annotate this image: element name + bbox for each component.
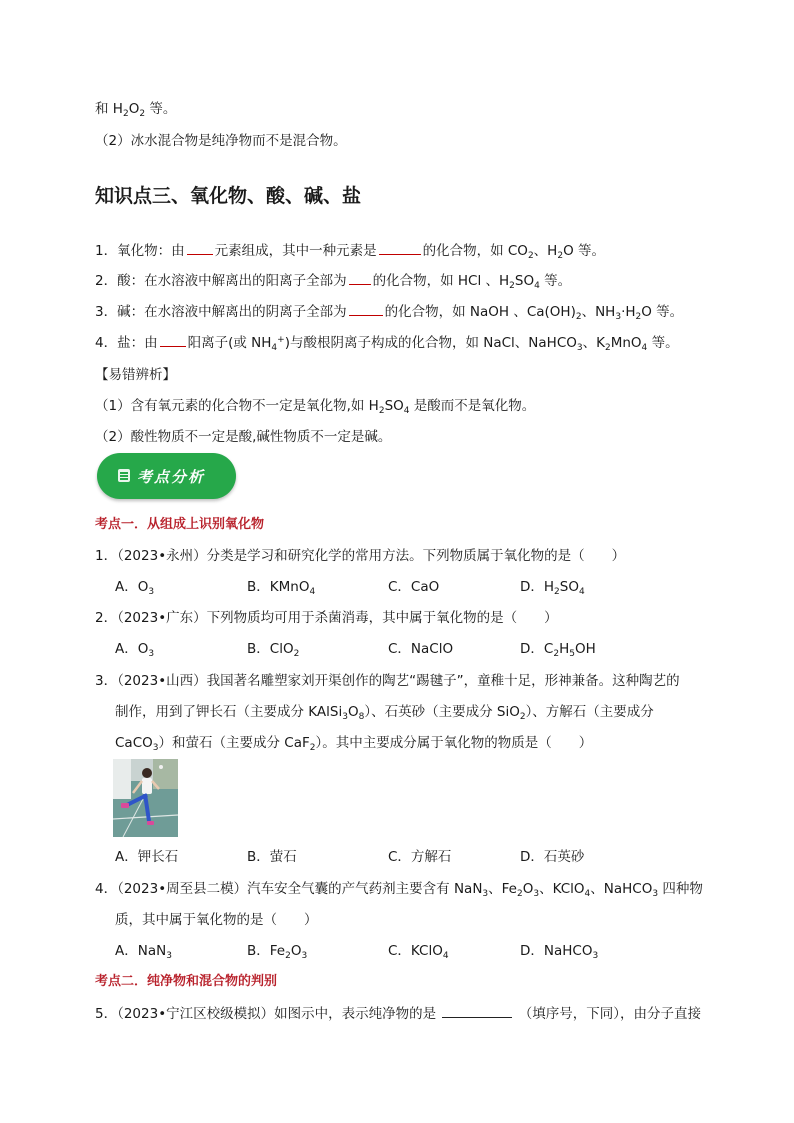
question-3-line-2: 制作，用到了钾长石（主要成分 $KAlSi_3O_8$）、石英砂（主要成分 SiO$_2$）、方解石（主要成分 bbox=[115, 704, 654, 722]
question-5-line-1: 5．（2023•宁江区校级模拟）如图示中，表示纯净物的是 （填序号，下同），由分子直接 bbox=[95, 1006, 702, 1022]
q1-option-b[interactable]: B．KMnO$_4$ bbox=[247, 579, 316, 597]
q2-option-b[interactable]: B．ClO$_2$ bbox=[247, 641, 300, 659]
intro-line-1: 和 $H_2O_2$ 等。 bbox=[95, 101, 177, 119]
item-salt: 4．盐：由 阳离子(或 $NH_4^+$)与酸根阴离子构成的化合物，如 NaCl、NaHCO$_3$、$K_2MnO_4$ 等。 bbox=[95, 335, 679, 353]
pitfall-1: （1）含有氧元素的化合物不一定是氧化物,如 $H_2SO_4$ 是酸而不是氧化物。 bbox=[95, 398, 536, 416]
intro-line-2: （2）冰水混合物是纯净物而不是混合物。 bbox=[95, 133, 347, 149]
section-badge bbox=[97, 453, 236, 499]
q2-option-d[interactable]: D．$C_2H_5OH$ bbox=[520, 641, 596, 659]
question-3-line-3: CaCO$_3$）和萤石（主要成分 CaF$_2$）。其中主要成分属于氧化物的物质是（ ） bbox=[115, 735, 593, 753]
badge-label: 考点分析 bbox=[137, 468, 206, 486]
pitfalls-heading: 【易错辨析】 bbox=[95, 367, 176, 383]
q4-option-b[interactable]: B．$Fe_2O_3$ bbox=[247, 943, 308, 961]
q1-option-d[interactable]: D．$H_2SO_4$ bbox=[520, 579, 585, 597]
q4-option-d[interactable]: D．NaHCO$_3$ bbox=[520, 943, 599, 961]
q2-option-c[interactable]: C．NaClO bbox=[388, 641, 454, 657]
item-oxide: 1．氧化物：由 元素组成，其中一种元素是 的化合物，如 $CO_2$、$H_2O$ 等。 bbox=[95, 243, 605, 261]
sculpture-photo bbox=[113, 759, 178, 837]
q2-option-a[interactable]: A．$O_3$ bbox=[115, 641, 155, 659]
item-acid: 2．酸：在水溶液中解离出的阳离子全部为 的化合物，如 HCl 、$H_2SO_4$ 等。 bbox=[95, 273, 572, 291]
document-icon bbox=[118, 469, 130, 482]
q4-option-c[interactable]: C．KClO$_4$ bbox=[388, 943, 449, 961]
q3-option-d[interactable]: D．石英砂 bbox=[520, 849, 585, 865]
fill-blank[interactable] bbox=[160, 333, 186, 347]
fill-blank[interactable] bbox=[442, 1004, 512, 1018]
fill-blank[interactable] bbox=[349, 271, 371, 285]
pitfall-2: （2）酸性物质不一定是酸,碱性物质不一定是碱。 bbox=[95, 429, 392, 445]
q3-option-c[interactable]: C．方解石 bbox=[388, 849, 452, 865]
q1-option-a[interactable]: A．$O_3$ bbox=[115, 579, 155, 597]
question-2-stem: 2．（2023•广东）下列物质均可用于杀菌消毒，其中属于氧化物的是（ ） bbox=[95, 610, 558, 626]
topic-heading: 考点一．从组成上识别氧化物 bbox=[95, 517, 265, 532]
section-title: 知识点三、氧化物、酸、碱、盐 bbox=[95, 185, 362, 207]
photo-drawing bbox=[113, 759, 178, 837]
q3-option-b[interactable]: B．萤石 bbox=[247, 849, 297, 865]
question-4-line-1: 4．（2023•周至县二模）汽车安全气囊的产气药剂主要含有 NaN$_3$、$Fe_2O_3$、KClO$_4$、NaHCO$_3$ 四种物 bbox=[95, 881, 703, 899]
q4-option-a[interactable]: A．NaN$_3$ bbox=[115, 943, 172, 961]
q1-option-c[interactable]: C．CaO bbox=[388, 579, 440, 595]
fill-blank[interactable] bbox=[187, 241, 213, 255]
question-4-line-2: 质，其中属于氧化物的是（ ） bbox=[115, 912, 318, 928]
question-3-line-1: 3．（2023•山西）我国著名雕塑家刘开渠创作的陶艺“踢毽子”，童稚十足，形神兼备。这种陶艺的 bbox=[95, 673, 680, 689]
fill-blank[interactable] bbox=[349, 302, 383, 316]
q3-option-a[interactable]: A．钾长石 bbox=[115, 849, 179, 865]
fill-blank[interactable] bbox=[379, 241, 421, 255]
topic-heading: 考点二．纯净物和混合物的判别 bbox=[95, 974, 278, 989]
item-base: 3．碱：在水溶液中解离出的阴离子全部为 的化合物，如 NaOH 、$Ca(OH)_2$、$NH_3\cdot H_2O$ 等。 bbox=[95, 304, 684, 322]
question-1-stem: 1．（2023•永州）分类是学习和研究化学的常用方法。下列物质属于氧化物的是（ ） bbox=[95, 548, 626, 564]
